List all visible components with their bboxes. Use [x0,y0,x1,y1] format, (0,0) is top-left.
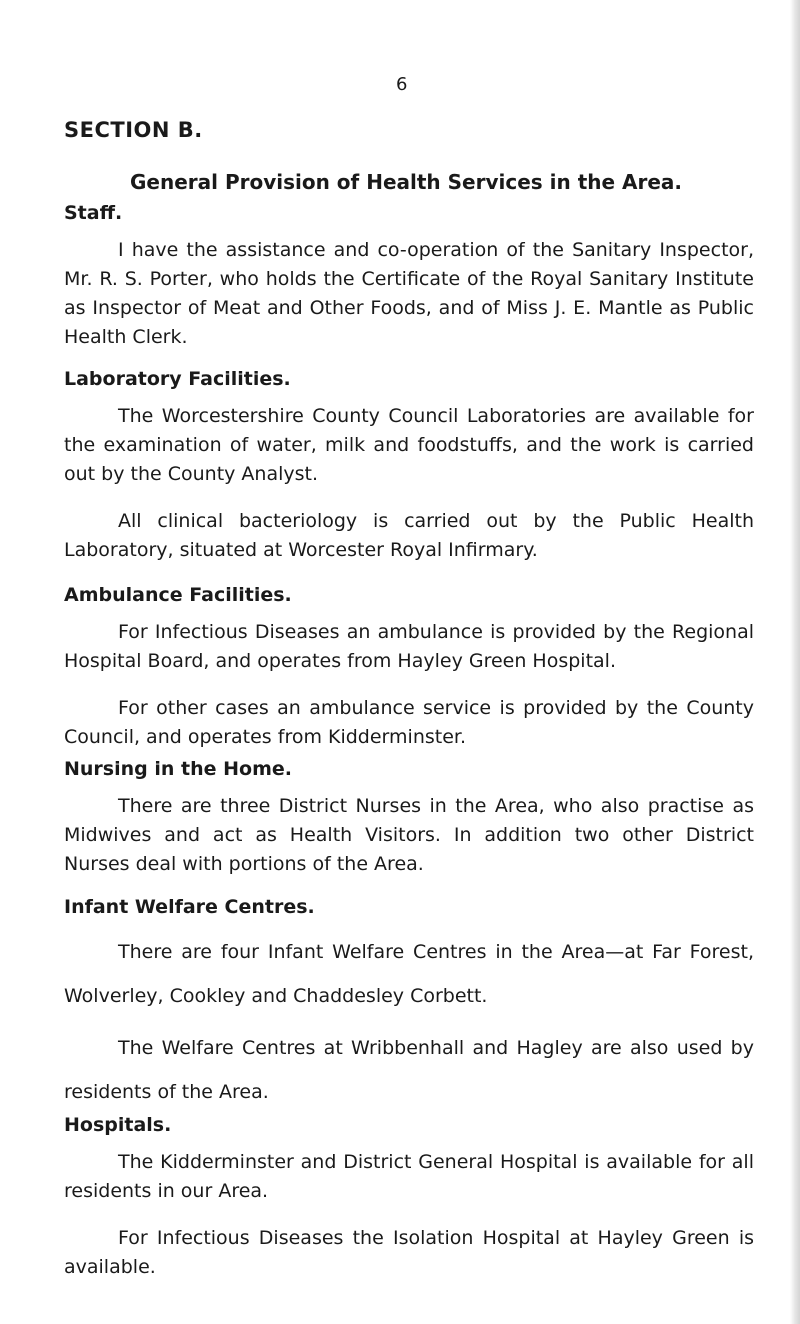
section-nursing-in-the-home [64,756,754,879]
section-staff [64,200,754,352]
paragraph: There are four Infant Welfare Centres in the Area—at Far Forest, Wolverley, Cookley and Chaddesley Corbett. [64,941,754,1007]
section-label: SECTION B. [64,118,203,142]
section-laboratory-facilities [64,366,754,565]
paragraph: The Kidderminster and District General Hospital is available for all residents in our Area. [64,1151,754,1202]
paragraph: The Welfare Centres at Wribbenhall and Hagley are also used by residents of the Area. [64,1037,754,1103]
section-heading: Infant Welfare Centres. [64,896,315,918]
paragraph: The Worcestershire County Council Laboratories are available for the examination of water, milk and foodstuffs, and the work is carried out by the County Analyst. [64,405,754,485]
section-heading: Nursing in the Home. [64,758,292,780]
page-edge-shadow [790,0,800,1324]
section-ambulance-facilities [64,582,754,752]
paragraph: There are three District Nurses in the Area, who also practise as Midwives and act as Health Visitors. In addition two other District Nurses deal with portions of the Area. [64,795,754,875]
section-heading: Hospitals. [64,1114,172,1136]
paragraph: For other cases an ambulance service is provided by the County Council, and operates from Kidderminster. [64,697,754,748]
paragraph: All clinical bacteriology is carried out by the Public Health Laboratory, situated at Worcester Royal Infirmary. [64,510,754,561]
paragraph: For Infectious Diseases the Isolation Hospital at Hayley Green is available. [64,1227,754,1278]
section-heading: Staff. [64,202,123,224]
paragraph: For Infectious Diseases an ambulance is provided by the Regional Hospital Board, and operates from Hayley Green Hospital. [64,621,754,672]
page-number: 6 [396,74,408,95]
section-heading: Laboratory Facilities. [64,368,291,390]
section-infant-welfare-centres [64,894,754,1114]
page-title: General Provision of Health Services in the Area. [129,170,683,194]
paragraph: I have the assistance and co-operation of the Sanitary Inspector, Mr. R. S. Porter, who holds the Certificate of the Royal Sanitary Institute as Inspector of Meat and Other Foods, and of Miss J. E. Mantle as Public Health Clerk. [64,239,754,348]
section-hospitals [64,1112,754,1282]
section-heading: Ambulance Facilities. [64,584,292,606]
